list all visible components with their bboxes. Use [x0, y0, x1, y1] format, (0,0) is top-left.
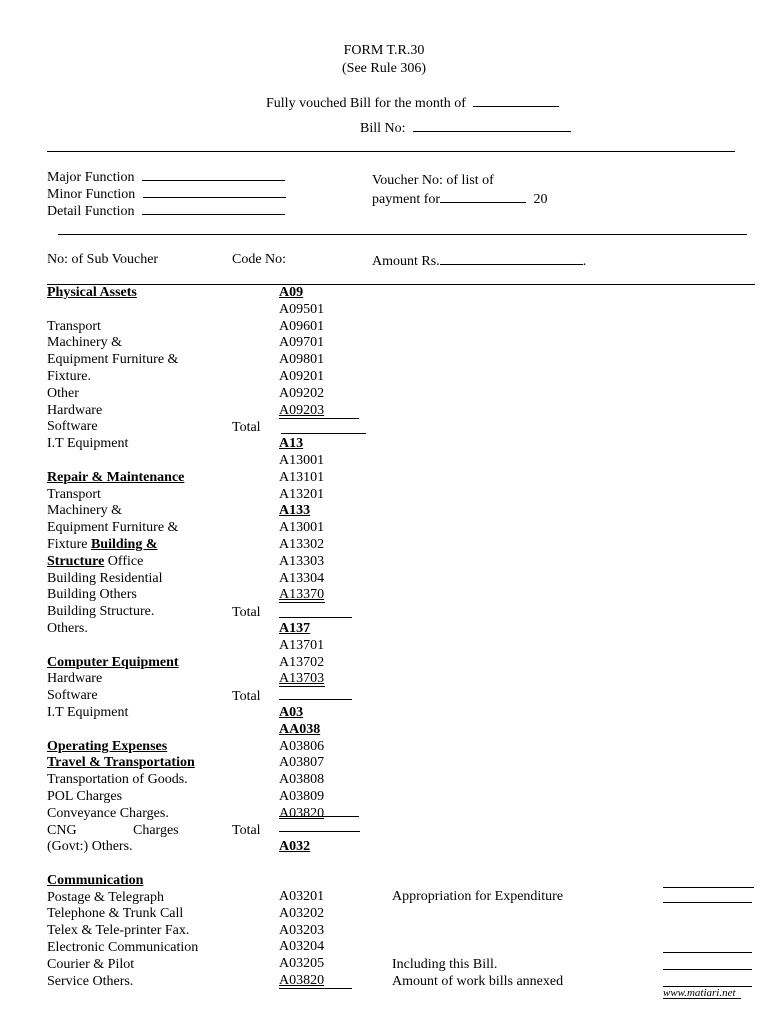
item-govt-others: (Govt:) Others.	[47, 839, 133, 855]
code: A13201	[279, 486, 325, 502]
code-underline	[279, 988, 352, 989]
code: A03202	[279, 905, 325, 921]
section-physical-assets: Physical Assets	[47, 285, 137, 300]
total-rule	[281, 433, 366, 434]
website-underline	[663, 998, 741, 999]
amount-field[interactable]	[663, 902, 752, 903]
code-heading: A03	[279, 704, 304, 720]
item-software: Software	[47, 419, 98, 435]
item-fixture-building	[47, 537, 272, 554]
section-computer-equipment: Computer Equipment	[47, 654, 179, 670]
code: A09801	[279, 352, 325, 368]
section-communication: Communication	[47, 872, 144, 888]
bill-no-label: Bill No:	[360, 121, 406, 136]
appropriation-label: Appropriation for Expenditure	[392, 889, 564, 904]
total-rule	[279, 699, 352, 700]
code: A03204	[279, 939, 325, 955]
code: A09701	[279, 335, 325, 351]
major-function-label: Major Function	[47, 170, 135, 185]
item-service-others: Service Others.	[47, 973, 134, 989]
code-heading: A137	[279, 620, 311, 636]
item-telex: Telex & Tele-printer Fax.	[47, 923, 190, 939]
section-building-structure: Building &	[90, 536, 158, 552]
total-label: Total	[232, 605, 261, 620]
code: A09202	[279, 385, 325, 401]
item-software: Software	[47, 688, 98, 704]
sub-voucher-label: No: of Sub Voucher	[47, 252, 159, 267]
item-transport: Transport	[47, 486, 101, 502]
section-operating-expenses: Operating Expenses	[47, 738, 168, 754]
bill-month-label: Fully vouched Bill for the month of	[266, 96, 466, 111]
minor-function-label: Minor Function	[47, 187, 136, 202]
minor-function-row	[47, 185, 286, 203]
total-rule	[279, 617, 352, 618]
item-it-equipment: I.T Equipment	[47, 704, 129, 720]
amount-field[interactable]	[663, 887, 754, 888]
item-pol-charges: POL Charges	[47, 788, 123, 804]
code: A03820	[279, 805, 325, 821]
item-structure-office	[47, 554, 272, 571]
item-transportation-goods: Transportation of Goods.	[47, 772, 188, 788]
code-underline	[279, 418, 359, 419]
divider-mid	[58, 234, 747, 235]
item-machinery: Machinery &	[47, 335, 123, 351]
voucher-label-2: payment for	[372, 192, 441, 207]
item-office: Office	[107, 553, 144, 569]
item-hardware: Hardware	[47, 402, 103, 418]
code: A03205	[279, 956, 325, 972]
code: A03806	[279, 738, 325, 754]
amount-label: Amount Rs.	[372, 254, 440, 269]
total-rule	[279, 831, 360, 832]
code-heading: A13	[279, 436, 304, 452]
item-equipment-furniture: Equipment Furniture &	[47, 520, 179, 536]
divider-top	[47, 151, 735, 152]
item-others: Others.	[47, 620, 88, 636]
code-underline	[279, 602, 325, 603]
minor-function-field[interactable]	[143, 185, 286, 198]
item-courier: Courier & Pilot	[47, 956, 135, 972]
code-underline	[279, 816, 359, 817]
work-bills-label: Amount of work bills annexed	[392, 974, 564, 989]
amount-end: .	[582, 254, 587, 269]
item-conveyance-charges: Conveyance Charges.	[47, 805, 169, 821]
code: A03203	[279, 922, 325, 938]
code: A13101	[279, 469, 325, 485]
voucher-year: 20	[533, 192, 548, 207]
voucher-label-1: Voucher No: of list of	[372, 173, 494, 188]
code: A13001	[279, 452, 325, 468]
section-travel-transportation: Travel & Transportation	[47, 755, 195, 771]
form-title: FORM T.R.30	[343, 43, 425, 58]
code-no-label: Code No:	[232, 252, 287, 267]
amount-field[interactable]	[663, 969, 752, 970]
communication-code-column	[279, 889, 369, 990]
detail-function-label: Detail Function	[47, 204, 135, 219]
total-label: Total	[232, 689, 261, 704]
section-structure: Structure	[47, 553, 105, 569]
website-link[interactable]: www.matiari.net	[663, 987, 736, 999]
code: A13370	[279, 587, 325, 603]
code: A13304	[279, 570, 325, 586]
code: A13303	[279, 553, 325, 569]
form-rule: (See Rule 306)	[342, 61, 426, 76]
bill-month-row	[266, 94, 559, 112]
item-hardware: Hardware	[47, 671, 103, 687]
item-building-structure: Building Structure.	[47, 604, 155, 620]
item-building-others: Building Others	[47, 587, 137, 603]
bill-no-field[interactable]	[413, 119, 571, 132]
bill-month-field[interactable]	[473, 94, 559, 107]
description-column	[47, 285, 272, 990]
code-column	[279, 285, 369, 856]
code: A13302	[279, 536, 325, 552]
detail-function-field[interactable]	[142, 202, 285, 215]
including-bill-label: Including this Bill.	[392, 957, 498, 972]
code-heading: A09	[279, 285, 304, 300]
item-cng: CNG	[47, 822, 77, 838]
code: A03807	[279, 755, 325, 771]
code: A13701	[279, 637, 325, 653]
code: A03809	[279, 788, 325, 804]
code-heading: AA038	[279, 721, 321, 737]
item-fixture-word: Fixture	[47, 536, 88, 552]
total-label: Total	[232, 823, 261, 838]
amount-row	[372, 252, 586, 270]
item-building-residential: Building Residential	[47, 570, 163, 586]
code: A09201	[279, 368, 325, 384]
item-fixture: Fixture.	[47, 368, 91, 384]
major-function-row	[47, 168, 285, 186]
bill-no-row	[360, 119, 571, 137]
item-equipment-furniture: Equipment Furniture &	[47, 352, 179, 368]
item-postage: Postage & Telegraph	[47, 889, 164, 905]
total-label: Total	[232, 420, 261, 435]
code: A13001	[279, 520, 325, 536]
code: A09601	[279, 318, 325, 334]
item-machinery: Machinery &	[47, 503, 123, 519]
amount-field[interactable]	[663, 952, 752, 953]
code: A09501	[279, 301, 325, 317]
item-electronic: Electronic Communication	[47, 940, 199, 956]
section-repair-maintenance: Repair & Maintenance	[47, 469, 185, 485]
code: A13703	[279, 671, 325, 687]
detail-function-row	[47, 202, 285, 220]
voucher-row	[372, 190, 548, 208]
code-heading: A032	[279, 839, 311, 855]
code: A03820	[279, 972, 325, 988]
item-other: Other	[47, 385, 79, 401]
item-transport: Transport	[47, 318, 101, 334]
code: A03808	[279, 772, 325, 788]
major-function-field[interactable]	[142, 168, 285, 181]
item-telephone: Telephone & Trunk Call	[47, 906, 184, 922]
code-heading: A133	[279, 503, 311, 519]
voucher-field[interactable]	[440, 190, 526, 203]
code: A09203	[279, 402, 325, 418]
code: A13702	[279, 654, 325, 670]
item-it-equipment: I.T Equipment	[47, 436, 129, 452]
item-charges: Charges	[133, 822, 179, 838]
code: A03201	[279, 889, 325, 904]
code-underline	[279, 686, 325, 687]
amount-field[interactable]	[440, 252, 583, 265]
